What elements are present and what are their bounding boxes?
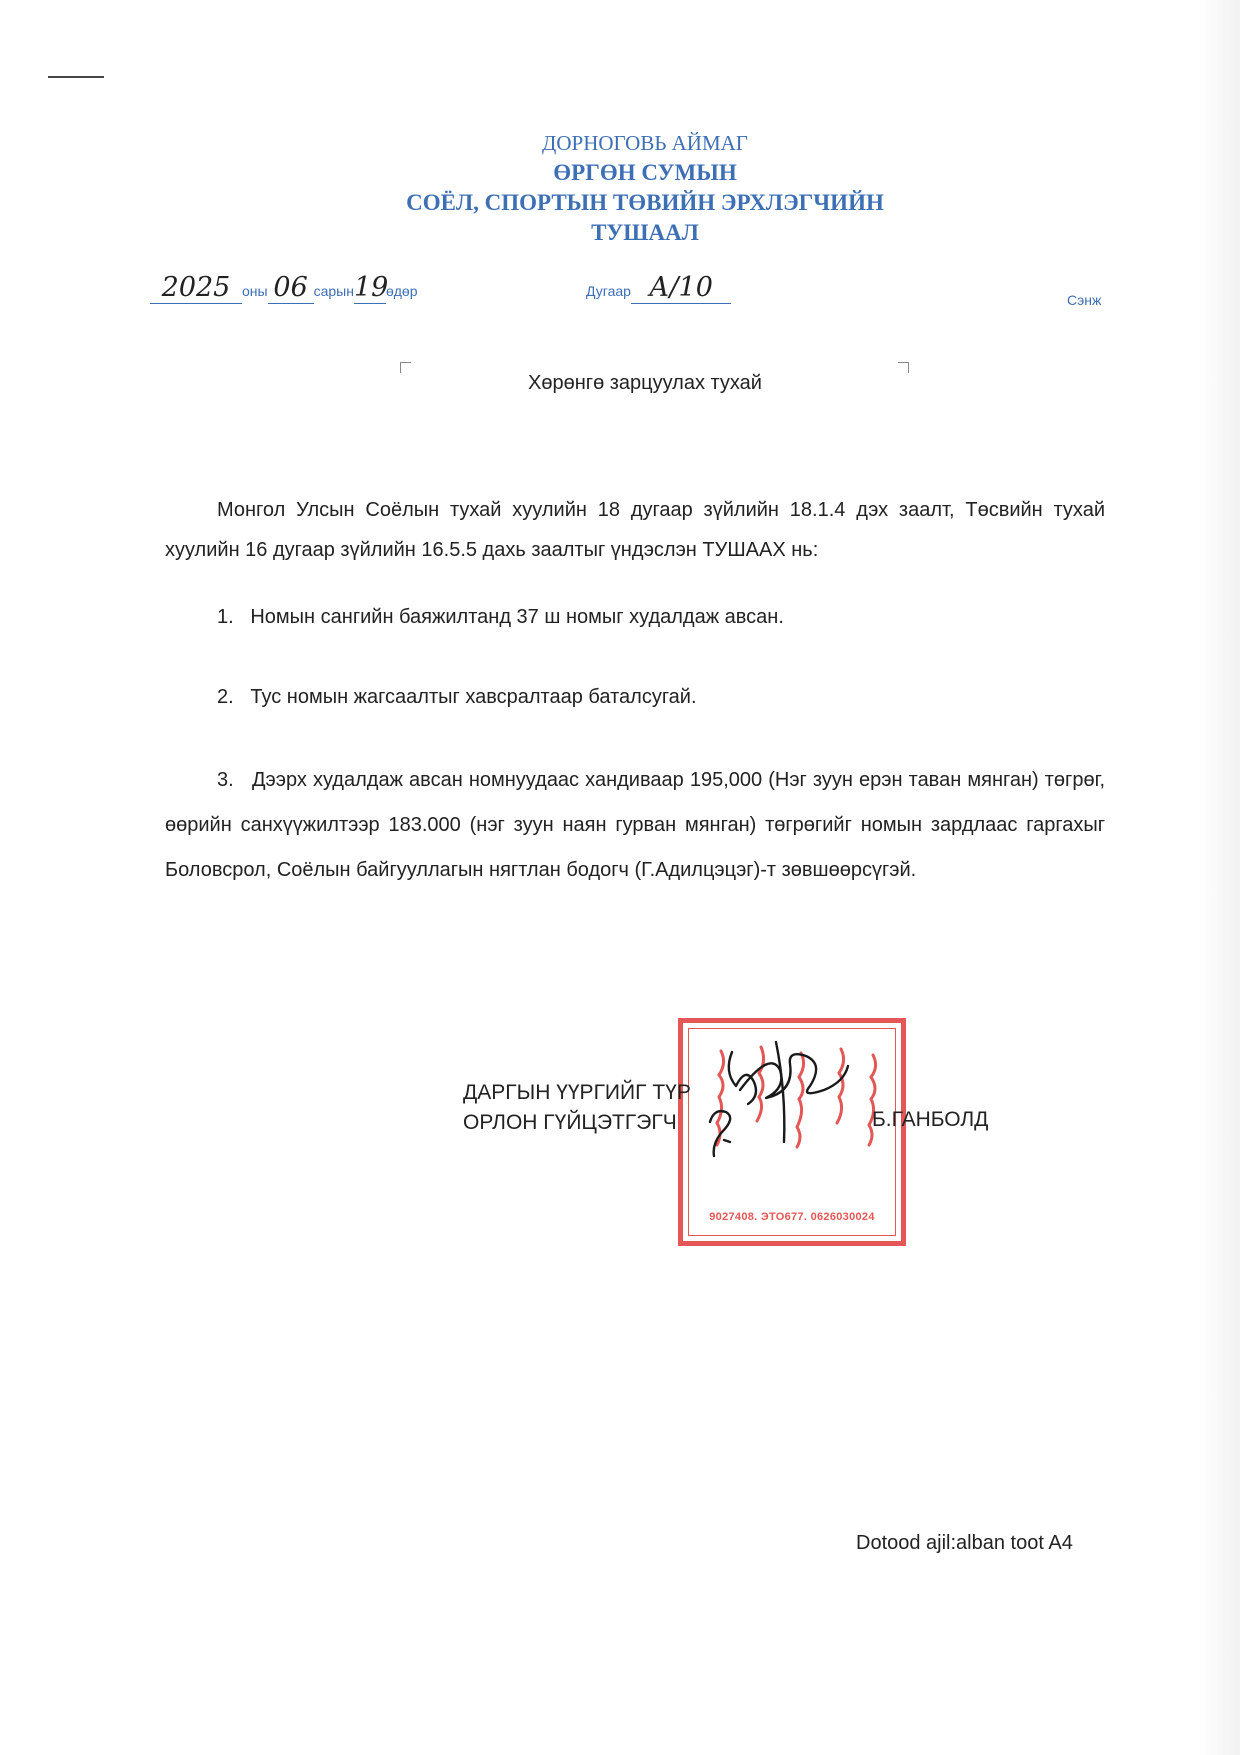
date-year-suffix: оны (242, 283, 268, 299)
number-label: Дугаар (586, 283, 631, 299)
order-item-text: Дээрх худалдаж авсан номнуудаас хандиваар 195,000 (Нэг зуун ерэн таван мянган) төгрөг, өөрийн санхүүжилтээр 183.000 (нэг зуун наян гурван мянган) төгрөгийг номын зардлаас гаргахыг Боловсрол, Соёлын байгууллагын нягтлан бодогч (Г.Адилцэцэг)-т зөвшөөрсүгэй. (165, 769, 1106, 881)
preamble-paragraph (165, 490, 1105, 570)
date-month-suffix: сарын (313, 283, 354, 299)
date-line (150, 272, 418, 304)
footer-note: Dotood ajil:alban toot A4 (856, 1532, 1073, 1554)
date-day: 19 (353, 272, 389, 303)
corner-mark (48, 76, 104, 78)
number-value: А/10 (649, 272, 713, 303)
signer-title-line1: ДАРГЫН ҮҮРГИЙГ ТҮР (463, 1081, 691, 1104)
preamble-text: Монгол Улсын Соёлын тухай хуулийн 18 дугаар зүйлийн 18.1.4 дэх заалт, Төсвийн тухай хуулийн 16 дугаар зүйлийн 16.5.5 дахь заалтыг үндэслэн ТУШААХ нь: (165, 499, 1105, 561)
order-item (165, 758, 1105, 893)
place-name: Сэнж (1067, 292, 1102, 308)
header-doc-type: ТУШААЛ (591, 220, 699, 245)
date-day-suffix: өдөр (385, 283, 418, 299)
date-month: 06 (273, 272, 308, 303)
order-item-text: Номын сангийн баяжилтанд 37 ш номыг худалдаж авсан. (250, 606, 784, 628)
signature-block (463, 1078, 691, 1138)
header-organization: СОЁЛ, СПОРТЫН ТӨВИЙН ЭРХЛЭГЧИЙН (406, 190, 884, 215)
order-item-number: 2. (217, 686, 234, 708)
handwritten-signature (680, 1030, 870, 1160)
header-aimag: ДОРНОГОВЬ АЙМАГ (542, 131, 748, 155)
document-subject: Хөрөнгө зарцуулах тухай (528, 372, 762, 394)
order-item (165, 606, 1105, 629)
scan-edge-shadow (1200, 0, 1240, 1755)
document-header (0, 128, 1240, 248)
number-line (586, 272, 731, 304)
date-year: 2025 (161, 272, 231, 303)
header-sum: ӨРГӨН СУМЫН (553, 160, 737, 185)
order-item-text: Тус номын жагсаалтыг хавсралтаар баталсугай. (250, 686, 697, 708)
order-item (165, 686, 1105, 709)
order-item-number: 3. (217, 769, 234, 791)
order-item-number: 1. (217, 606, 234, 628)
signer-name: Б.ГАНБОЛД (872, 1108, 989, 1131)
signer-title-line2: ОРЛОН ГҮЙЦЭТГЭГЧ (463, 1111, 677, 1134)
seal-code: 9027408. ЭТО677. 0626030024 (709, 1211, 875, 1223)
